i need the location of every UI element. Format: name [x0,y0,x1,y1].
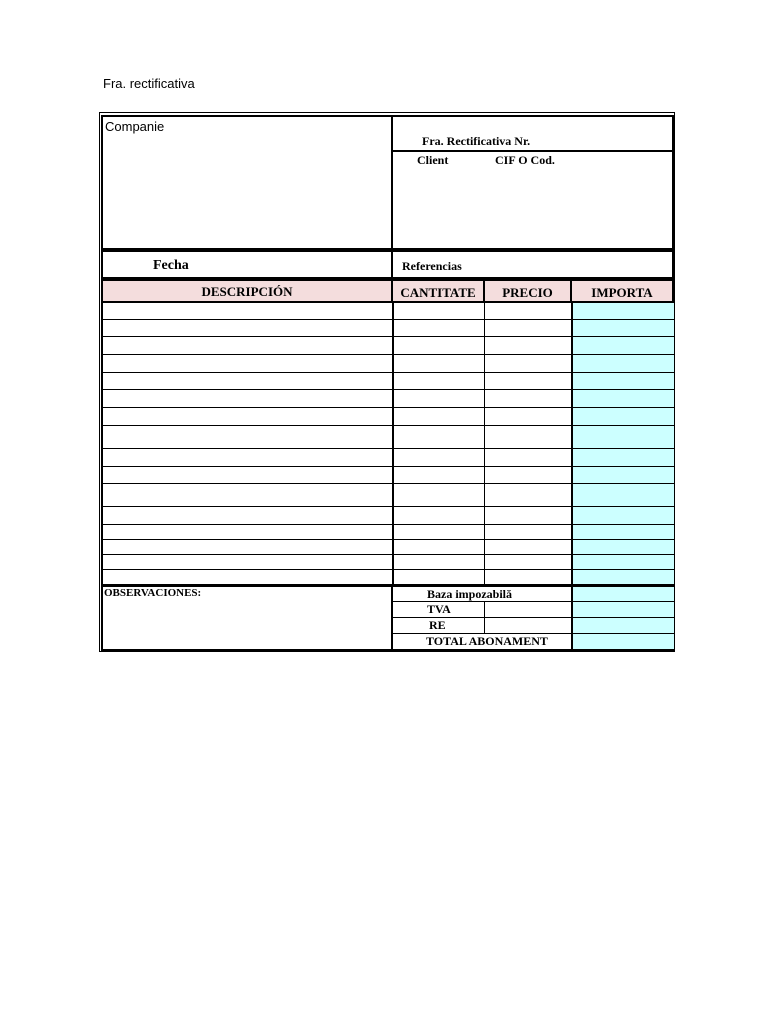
table-row[interactable] [103,407,674,425]
column-header-price-label: PRECIO [502,285,553,300]
table-row[interactable] [103,354,674,372]
company-box[interactable] [101,115,393,250]
column-header-quantity [391,279,485,303]
observations-box[interactable] [101,584,393,651]
date-label: Fecha [153,258,189,273]
line-items-table [101,301,674,586]
table-row[interactable] [103,554,674,569]
re-label: RE [429,618,446,632]
column-header-quantity-label: CANTITATE [400,285,476,300]
table-row[interactable] [103,524,674,539]
table-row[interactable] [103,372,674,389]
totals-amount-fill [572,587,674,649]
client-label: Client [417,153,449,167]
table-row[interactable] [103,303,674,319]
column-header-price [483,279,572,303]
company-label: Companie [105,119,165,134]
totals-box [391,584,674,651]
column-header-amount-label: IMPORTA [591,285,653,300]
table-row[interactable] [103,336,674,354]
total-label: TOTAL ABONAMENT [426,634,548,648]
table-row[interactable] [103,448,674,466]
document-title: Fra. rectificativa [103,76,195,91]
cif-label: CIF O Cod. [495,153,555,167]
table-row[interactable] [103,569,674,584]
client-box[interactable] [391,150,674,250]
column-header-amount [570,279,674,303]
date-box[interactable] [101,250,393,279]
invoice-number-box[interactable] [391,115,674,152]
column-header-description [101,279,393,303]
table-row[interactable] [103,319,674,336]
table-row[interactable] [103,389,674,407]
invoice-number-label: Fra. Rectificativa Nr. [422,134,531,148]
table-row[interactable] [103,506,674,524]
table-row[interactable] [103,483,674,506]
vat-label: TVA [427,602,451,616]
invoice-form [99,112,675,652]
table-row[interactable] [103,466,674,483]
references-box[interactable] [391,250,674,279]
column-header-description-label: DESCRIPCIÓN [201,284,293,299]
taxable-base-label: Baza impozabilă [427,587,513,601]
table-row[interactable] [103,425,674,448]
table-row[interactable] [103,539,674,554]
references-label: Referencias [402,259,462,273]
observations-label: OBSERVACIONES: [104,587,202,599]
